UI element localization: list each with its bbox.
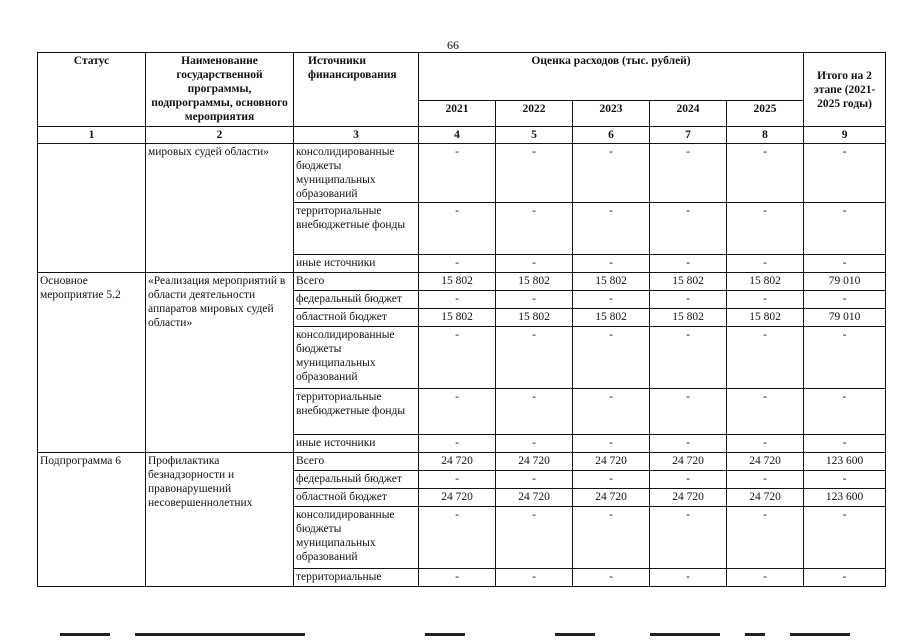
table-row [38, 273, 886, 291]
year-value-cell: - [573, 389, 650, 435]
year-value-cell: 15 802 [419, 309, 496, 327]
year-value-cell: - [496, 144, 573, 203]
column-number: 4 [419, 127, 496, 144]
year-value-cell: - [573, 507, 650, 569]
year-value-cell: - [419, 203, 496, 255]
total-value-cell: - [804, 144, 886, 203]
year-value-cell: 15 802 [496, 309, 573, 327]
total-value-cell: 123 600 [804, 489, 886, 507]
total-value-cell: - [804, 569, 886, 587]
year-value-cell: - [419, 144, 496, 203]
year-value-cell: 24 720 [727, 489, 804, 507]
header-year: 2025 [727, 101, 804, 127]
year-value-cell: - [573, 471, 650, 489]
year-value-cell: - [650, 203, 727, 255]
year-value-cell: - [419, 291, 496, 309]
year-value-cell: - [727, 569, 804, 587]
column-number: 6 [573, 127, 650, 144]
year-value-cell: 24 720 [419, 489, 496, 507]
total-value-cell: 79 010 [804, 273, 886, 291]
status-cell: Основное мероприятие 5.2 [38, 273, 146, 453]
year-value-cell: 24 720 [727, 453, 804, 471]
year-value-cell: - [727, 471, 804, 489]
year-value-cell: 24 720 [496, 489, 573, 507]
year-value-cell: - [496, 569, 573, 587]
source-cell: областной бюджет [294, 489, 419, 507]
year-value-cell: - [419, 389, 496, 435]
year-value-cell: - [419, 327, 496, 389]
source-cell: консолидированные бюджеты муниципальных образований [294, 144, 419, 203]
year-value-cell: - [573, 144, 650, 203]
year-value-cell: 24 720 [573, 489, 650, 507]
year-value-cell: - [496, 291, 573, 309]
year-value-cell: - [650, 144, 727, 203]
year-value-cell: 15 802 [650, 309, 727, 327]
year-value-cell: - [419, 471, 496, 489]
source-cell: территориальные внебюджетные фонды [294, 203, 419, 255]
year-value-cell: - [727, 507, 804, 569]
table-body [38, 144, 886, 587]
total-value-cell: - [804, 471, 886, 489]
column-number: 5 [496, 127, 573, 144]
header-year: 2021 [419, 101, 496, 127]
year-value-cell: 15 802 [419, 273, 496, 291]
year-value-cell: - [727, 255, 804, 273]
year-value-cell: - [419, 435, 496, 453]
source-cell: Всего [294, 453, 419, 471]
year-value-cell: 15 802 [727, 273, 804, 291]
column-number-row [38, 127, 886, 144]
column-number: 8 [727, 127, 804, 144]
year-value-cell: - [727, 389, 804, 435]
year-value-cell: - [573, 255, 650, 273]
source-cell: иные источники [294, 435, 419, 453]
program-name-cell: Профилактика безнадзорности и правонарушений несовершеннолетних [146, 453, 294, 587]
column-number: 7 [650, 127, 727, 144]
header-status: Статус [38, 53, 146, 127]
year-value-cell: - [419, 507, 496, 569]
year-value-cell: - [727, 435, 804, 453]
year-value-cell: 24 720 [573, 453, 650, 471]
program-name-cell: мировых судей области» [146, 144, 294, 273]
year-value-cell: 15 802 [573, 309, 650, 327]
year-value-cell: - [727, 203, 804, 255]
year-value-cell: - [496, 327, 573, 389]
column-number: 3 [294, 127, 419, 144]
bottom-scan-marks [0, 633, 905, 640]
year-value-cell: - [496, 507, 573, 569]
source-cell: федеральный бюджет [294, 291, 419, 309]
year-value-cell: - [573, 569, 650, 587]
column-number: 1 [38, 127, 146, 144]
year-value-cell: - [573, 435, 650, 453]
budget-table [37, 52, 886, 587]
year-value-cell: - [650, 569, 727, 587]
total-value-cell: - [804, 255, 886, 273]
year-value-cell: - [650, 471, 727, 489]
year-value-cell: 24 720 [650, 489, 727, 507]
year-value-cell: - [419, 255, 496, 273]
source-cell: территориальные [294, 569, 419, 587]
source-cell: федеральный бюджет [294, 471, 419, 489]
year-value-cell: - [496, 203, 573, 255]
source-cell: Всего [294, 273, 419, 291]
total-value-cell: - [804, 291, 886, 309]
year-value-cell: - [496, 255, 573, 273]
header-sources: Источники финансирования [294, 53, 419, 127]
total-value-cell: 79 010 [804, 309, 886, 327]
source-cell: областной бюджет [294, 309, 419, 327]
year-value-cell: - [727, 291, 804, 309]
total-value-cell: - [804, 507, 886, 569]
status-cell: Подпрограмма 6 [38, 453, 146, 587]
year-value-cell: - [650, 255, 727, 273]
year-value-cell: - [650, 291, 727, 309]
source-cell: консолидированные бюджеты муниципальных образований [294, 327, 419, 389]
header-total: Итого на 2 этапе (2021-2025 годы) [804, 53, 886, 127]
year-value-cell: - [573, 291, 650, 309]
table-row [38, 453, 886, 471]
source-cell: консолидированные бюджеты муниципальных образований [294, 507, 419, 569]
year-value-cell: 15 802 [727, 309, 804, 327]
year-value-cell: - [573, 203, 650, 255]
header-name: Наименование государственной программы, подпрограммы, основного мероприятия [146, 53, 294, 127]
page-number: 66 [447, 38, 459, 52]
total-value-cell: - [804, 435, 886, 453]
column-number: 9 [804, 127, 886, 144]
header-year: 2024 [650, 101, 727, 127]
year-value-cell: - [727, 144, 804, 203]
total-value-cell: 123 600 [804, 453, 886, 471]
header-estimate: Оценка расходов (тыс. рублей) [419, 53, 804, 101]
program-name-cell: «Реализация мероприятий в области деятельности аппаратов мировых судей области» [146, 273, 294, 453]
year-value-cell: - [727, 327, 804, 389]
year-value-cell: - [496, 471, 573, 489]
year-value-cell: - [650, 507, 727, 569]
header-year: 2022 [496, 101, 573, 127]
source-cell: территориальные внебюджетные фонды [294, 389, 419, 435]
year-value-cell: 24 720 [419, 453, 496, 471]
year-value-cell: - [496, 435, 573, 453]
year-value-cell: 15 802 [573, 273, 650, 291]
status-cell [38, 144, 146, 273]
year-value-cell: - [419, 569, 496, 587]
year-value-cell: 15 802 [496, 273, 573, 291]
year-value-cell: - [650, 327, 727, 389]
year-value-cell: 24 720 [650, 453, 727, 471]
year-value-cell: 15 802 [650, 273, 727, 291]
year-value-cell: - [650, 435, 727, 453]
total-value-cell: - [804, 389, 886, 435]
year-value-cell: - [573, 327, 650, 389]
year-value-cell: 24 720 [496, 453, 573, 471]
column-number: 2 [146, 127, 294, 144]
year-value-cell: - [496, 389, 573, 435]
year-value-cell: - [650, 389, 727, 435]
table-row [38, 144, 886, 203]
source-cell: иные источники [294, 255, 419, 273]
header-year: 2023 [573, 101, 650, 127]
total-value-cell: - [804, 203, 886, 255]
total-value-cell: - [804, 327, 886, 389]
